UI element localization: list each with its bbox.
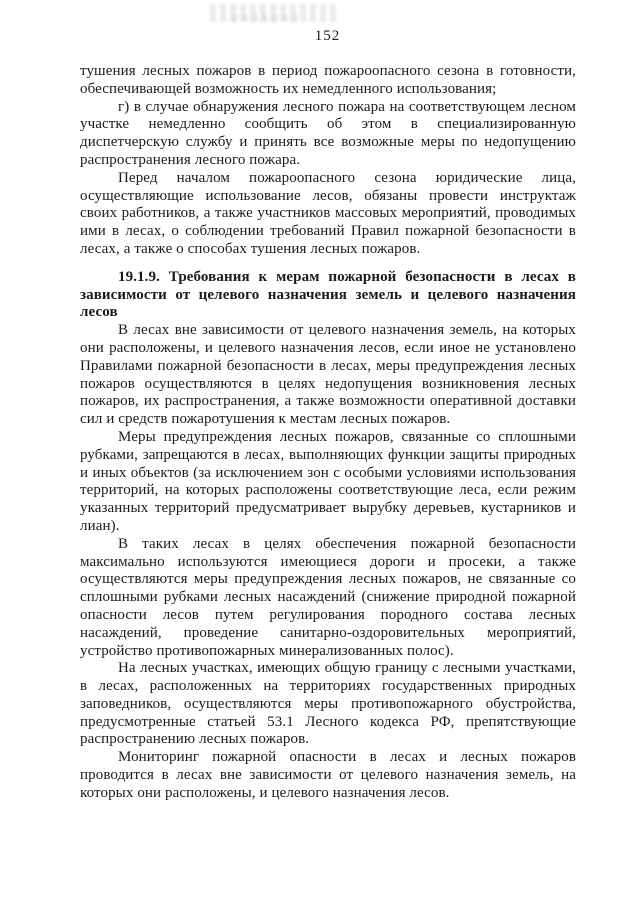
paragraph-fire-monitoring: Мониторинг пожарной опасности в лесах и лесных пожаров проводится в лесах вне зависимости от целевого назначения земель, на которых они расположены, и целевого назначения лесов. (80, 749, 576, 801)
page-number: 152 (314, 28, 341, 44)
scan-noise-artifact (232, 14, 302, 22)
paragraph-forests-regardless: В лесах вне зависимости от целевого назначения земель, на которых они расположены, и целевого назначения лесов, если иное не установлено Правилами пожарной безопасности в лесах, меры предупреждения лесных пожаров осуществляются в целях недопущения возникновения лесных пожаров, их распространения, а также возможности оперативной доставки сил и средств пожаротушения к местам лесных пожаров. (80, 322, 576, 428)
paragraph-clearcut-measures: Меры предупреждения лесных пожаров, связанные со сплошными рубками, запрещаются в лесах, выполняющих функции защиты природных и иных объектов (за исключением зон с особыми условиями использования территорий, на которых расположены соответствующие леса, если режим указанных территорий предусматривает вырубку деревьев, кустарников и лиан). (80, 428, 576, 534)
section-heading-19-1-9: 19.1.9. Требования к мерам пожарной безопасности в лесах в зависимости от целевого назначения земель и целевого назначения лесов (80, 268, 576, 321)
document-body (80, 63, 576, 803)
paragraph-roads-proseki: В таких лесах в целях обеспечения пожарной безопасности максимально используются имеющиеся дороги и просеки, а также осуществляются меры предупреждения лесных пожаров, не связанные со сплошными рубками лесных насаждений (снижение природной пожарной опасности лесов путем регулирования породного состава лесных насаждений, проведение санитарно-оздоровительных мероприятий, устройство противопожарных минерализованных полос). (80, 535, 576, 659)
paragraph-continuation: тушения лесных пожаров в период пожароопасного сезона в готовности, обеспечивающей возможность их немедленного использования; (80, 63, 576, 97)
paragraph-reserve-borders: На лесных участках, имеющих общую границу с лесными участками, в лесах, расположенных на территориях государственных природных заповедников, осуществляются меры противопожарного обустройства, предусмотренные статьей 53.1 Лесного кодекса РФ, препятствующие распространению лесных пожаров. (80, 660, 576, 748)
paragraph-before-season: Перед началом пожароопасного сезона юридические лица, осуществляющие использование лесов, обязаны провести инструктаж своих работников, а также участников массовых мероприятий, проводимых ими в лесах, о соблюдении требований Правил пожарной безопасности в лесах, а также о способах тушения лесных пожаров. (80, 169, 576, 257)
paragraph-item-g: г) в случае обнаружения лесного пожара на соответствующем лесном участке немедленно сообщить об этом в специализированную диспетчерскую службу и принять все возможные меры по недопущению распространения лесного пожара. (80, 98, 576, 168)
